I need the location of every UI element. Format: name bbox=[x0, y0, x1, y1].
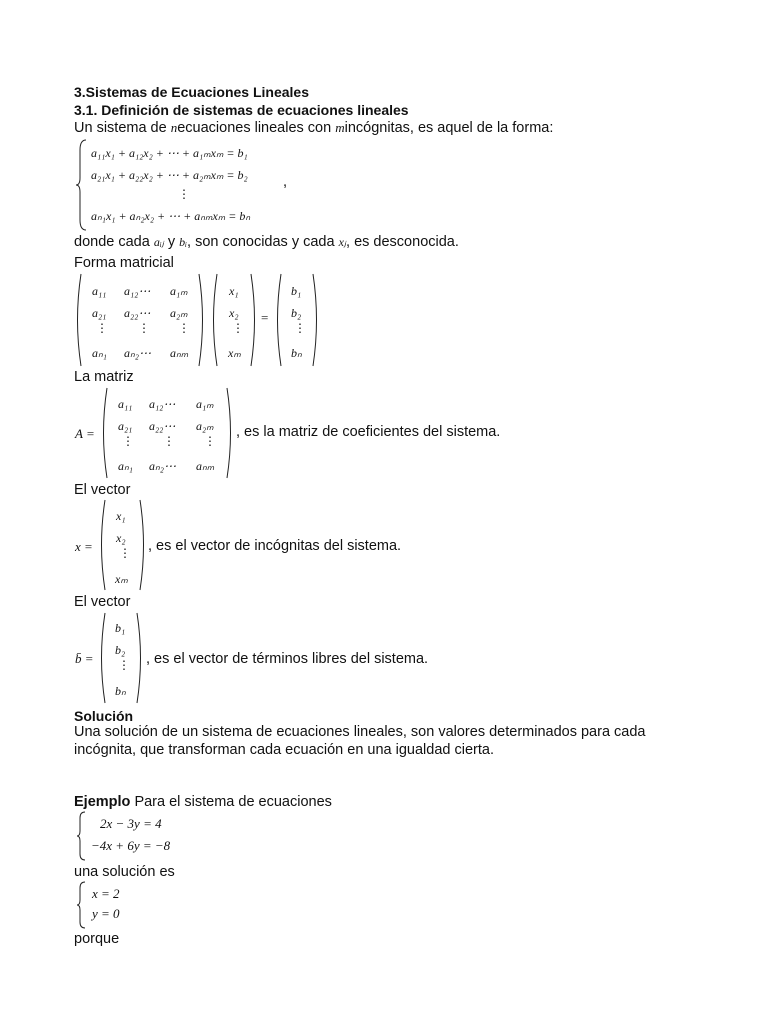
mA-r3c2: ⋮ bbox=[138, 321, 150, 335]
x-1: x₁ bbox=[116, 509, 126, 523]
A-r1c2: a₁₂⋯ bbox=[149, 397, 176, 411]
vx-1: x₁ bbox=[229, 284, 239, 298]
matrix-equals: = bbox=[261, 310, 269, 325]
b-left-paren bbox=[98, 613, 106, 703]
una-solucion-label: una solución es bbox=[74, 864, 175, 880]
A-r2c1: a₂₁ bbox=[118, 419, 133, 433]
var-xj: xⱼ bbox=[338, 235, 347, 249]
mA-r1c1: a₁₁ bbox=[92, 284, 107, 298]
vx-m: xₘ bbox=[228, 346, 241, 360]
donde-text-3: , es desconocida. bbox=[346, 234, 459, 250]
vector-b-right-paren bbox=[312, 274, 320, 366]
x-right-paren bbox=[139, 500, 147, 590]
x-description: , es el vector de incógnitas del sistema. bbox=[148, 538, 402, 554]
solucion-line-1: Una solución de un sistema de ecuaciones lineales, son valores determinados para cada bbox=[74, 724, 646, 740]
la-matriz-label: La matriz bbox=[74, 369, 134, 385]
b-2: b₂ bbox=[115, 643, 126, 657]
A-r3c3: ⋮ bbox=[204, 434, 216, 448]
matrix-A-right-paren bbox=[198, 274, 206, 366]
matrix-A-left-paren bbox=[74, 274, 82, 366]
vb-n: bₙ bbox=[291, 346, 302, 360]
b-label: b̄ = bbox=[75, 651, 94, 666]
A-left-paren bbox=[100, 388, 108, 478]
porque-label: porque bbox=[74, 931, 120, 947]
A-right-paren bbox=[226, 388, 234, 478]
vb-1: b₁ bbox=[291, 284, 302, 298]
system-row-dots: ⋮ bbox=[178, 187, 190, 201]
solucion-line-2: incógnita, que transforman cada ecuación en una igualdad cierta. bbox=[74, 742, 494, 758]
mA-r1c2: a₁₂⋯ bbox=[124, 284, 151, 298]
var-aij: aᵢⱼ bbox=[153, 235, 164, 249]
x-2: x₂ bbox=[116, 531, 126, 545]
system-row-n: aₙ₁x₁ + aₙ₂x₂ + ⋯ + aₙₘxₘ = bₙ bbox=[91, 209, 251, 223]
system-brace bbox=[76, 140, 88, 230]
A-r1c3: a₁ₘ bbox=[196, 397, 214, 411]
vb-dots: ⋮ bbox=[294, 321, 306, 335]
A-r4c2: aₙ₂⋯ bbox=[149, 459, 176, 473]
system-row-2: a₂₁x₁ + a₂₂x₂ + ⋯ + a₂ₘxₘ = b₂ bbox=[91, 168, 248, 182]
el-vector-x-label: El vector bbox=[74, 482, 131, 498]
vector-b-left-paren bbox=[274, 274, 282, 366]
b-n: bₙ bbox=[115, 684, 126, 698]
var-n: n bbox=[170, 120, 178, 135]
section-title: 3.Sistemas de Ecuaciones Lineales bbox=[74, 84, 310, 100]
intro-text-2: ecuaciones lineales con bbox=[177, 120, 332, 136]
ejemplo-text: Para el sistema de ecuaciones bbox=[134, 794, 332, 810]
A-r1c1: a₁₁ bbox=[118, 397, 133, 411]
A-r4c3: aₙₘ bbox=[196, 459, 215, 473]
intro-text-3: incógnitas, es aquel de la forma: bbox=[344, 120, 554, 136]
b-1: b₁ bbox=[115, 621, 126, 635]
solution-y: y = 0 bbox=[92, 906, 120, 921]
mA-r4c1: aₙ₁ bbox=[92, 346, 107, 360]
x-left-paren bbox=[98, 500, 106, 590]
b-dots: ⋮ bbox=[118, 658, 130, 672]
A-r3c1: ⋮ bbox=[122, 434, 134, 448]
x-m: xₘ bbox=[115, 572, 128, 586]
x-dots: ⋮ bbox=[119, 546, 131, 560]
donde-sentence bbox=[74, 234, 459, 250]
mA-r2c1: a₂₁ bbox=[92, 306, 107, 320]
intro-text-1: Un sistema de bbox=[74, 120, 167, 136]
ejemplo-brace bbox=[77, 812, 87, 860]
mA-r4c2: aₙ₂⋯ bbox=[124, 346, 151, 360]
var-bi: bᵢ bbox=[179, 235, 188, 249]
vx-dots: ⋮ bbox=[232, 321, 244, 335]
mA-r2c2: a₂₂⋯ bbox=[124, 306, 151, 320]
b-right-paren bbox=[136, 613, 144, 703]
mA-r3c3: ⋮ bbox=[178, 321, 190, 335]
mA-r2c3: a₂ₘ bbox=[170, 306, 188, 320]
A-r4c1: aₙ₁ bbox=[118, 459, 133, 473]
mA-r3c1: ⋮ bbox=[96, 321, 108, 335]
donde-text-1: donde cada bbox=[74, 234, 150, 250]
solution-x: x = 2 bbox=[92, 886, 120, 901]
donde-text-2: , son conocidas y cada bbox=[187, 234, 335, 250]
ejemplo-eq-1: 2x − 3y = 4 bbox=[100, 816, 162, 831]
x-label: x = bbox=[75, 539, 93, 554]
vb-2: b₂ bbox=[291, 306, 302, 320]
ejemplo-label: Ejemplo bbox=[74, 794, 131, 810]
mA-r1c3: a₁ₘ bbox=[170, 284, 188, 298]
b-description: , es el vector de términos libres del sistema. bbox=[146, 651, 429, 667]
vector-x-left-paren bbox=[210, 274, 218, 366]
A-label: A = bbox=[75, 426, 95, 441]
var-m: m bbox=[335, 120, 345, 135]
donde-y: y bbox=[167, 234, 176, 250]
vx-2: x₂ bbox=[229, 306, 239, 320]
intro-sentence bbox=[74, 120, 553, 136]
solution-brace bbox=[77, 882, 87, 928]
A-r2c2: a₂₂⋯ bbox=[149, 419, 176, 433]
el-vector-b-label: El vector bbox=[74, 594, 131, 610]
system-comma: , bbox=[283, 174, 288, 190]
ejemplo-line bbox=[74, 794, 332, 810]
system-row-1: a₁₁x₁ + a₁₂x₂ + ⋯ + a₁ₘxₘ = b₁ bbox=[91, 146, 248, 160]
vector-x-right-paren bbox=[250, 274, 258, 366]
subsection-title: 3.1. Definición de sistemas de ecuaciones lineales bbox=[74, 102, 409, 118]
mA-r4c3: aₙₘ bbox=[170, 346, 189, 360]
solucion-title: Solución bbox=[74, 708, 134, 724]
ejemplo-eq-2: −4x + 6y = −8 bbox=[91, 838, 171, 853]
A-r2c3: a₂ₘ bbox=[196, 419, 214, 433]
A-description: , es la matriz de coeficientes del sistema. bbox=[236, 424, 501, 440]
A-r3c2: ⋮ bbox=[163, 434, 175, 448]
forma-matricial-label: Forma matricial bbox=[74, 255, 174, 271]
